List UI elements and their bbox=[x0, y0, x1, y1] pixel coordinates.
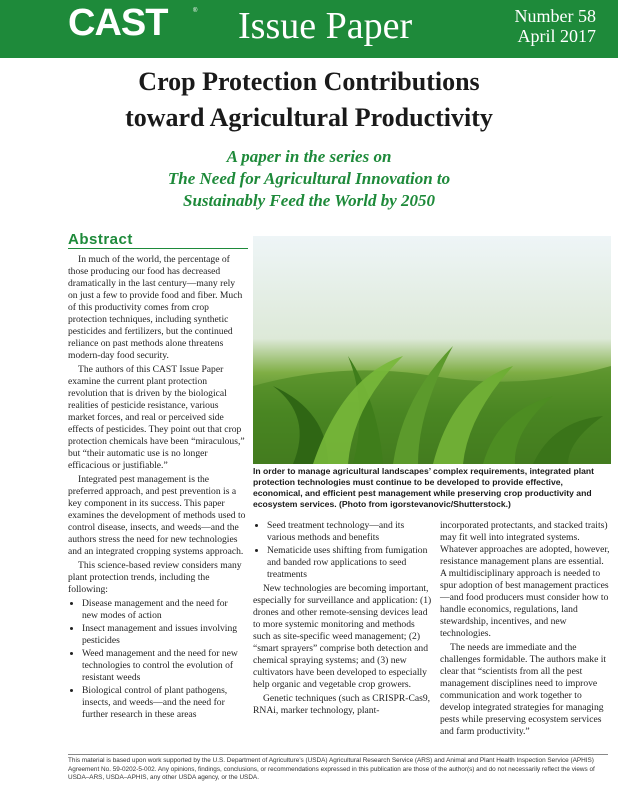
corn-field-photo bbox=[253, 236, 611, 464]
footnote-divider bbox=[68, 754, 608, 755]
body-paragraph: The needs are immediate and the challenges formidable. The authors make it clear that “scientists from all the pest management disciplines need to improve communication and work together to develop integrated strategies for managing pests while preserving ecosystem services and farm productivity.” bbox=[440, 642, 607, 737]
header-bar bbox=[0, 0, 618, 58]
issue-number: Number 58 bbox=[514, 6, 596, 26]
abstract-paragraph: Integrated pest management is the preferred approach, and pest prevention is a key component in its success. This paper examines the development of methods used to control disease, insects, and weeds—and the authors stress the need for new technologies and an integrated cropping systems approach. bbox=[68, 474, 246, 557]
list-item: • Disease management and the need for new modes of action bbox=[82, 598, 246, 622]
page-title bbox=[0, 64, 618, 136]
abstract-paragraph: In much of the world, the percentage of those producing our food has decreased dramatically in the last century—many rely on just a few to provide food and fiber. Much of this productivity comes from crop protection techniques, including synthetic pesticides and fertilizers, but the continued reliance on past methods alone threatens modern-day food security. bbox=[68, 254, 243, 361]
list-item: • Nematicide uses shifting from fumigation and banded row applications to seed treatments bbox=[267, 545, 433, 581]
title-line-2: toward Agricultural Productivity bbox=[125, 103, 493, 132]
list-item: • Biological control of plant pathogens, insects, and weeds—and the need for further research in these areas bbox=[82, 685, 246, 721]
abstract-paragraph: This science-based review considers many plant protection trends, including the following: bbox=[68, 560, 242, 595]
body-paragraph: Genetic techniques (such as CRISPR-Cas9, RNAi, marker technology, plant- bbox=[253, 693, 431, 716]
body-paragraph: incorporated protectants, and stacked traits) may fit well into integrated systems. Whatever approaches are adopted, however, resistance management plans are essential. A multidisciplinary approach is needed to spur adoption of best management practices—and food producers must consider how to handle economics, regulations, land stewardship, incentives, and new technologies. bbox=[440, 520, 610, 639]
list-item: • Insect management and issues involving pesticides bbox=[82, 623, 246, 647]
photo-caption: In order to manage agricultural landscapes’ complex requirements, integrated plant protection technologies must continue to be developed to provide effective, economical, and efficient pest management while preserving crop productivity and ecosystem services. (Photo from igorstevanovic/Shutterstock.) bbox=[253, 466, 594, 509]
page-subtitle bbox=[0, 146, 618, 212]
funding-footnote: This material is based upon work supported by the U.S. Department of Agriculture’s (USDA) Agricultural Research Service (ARS) and Animal and Plant Health Inspection Service (APHIS) Agreement No. 59-0202-5-002. Any opinions, findings, conclusions, or recommendations expressed in this publication are those of the author(s) and do not necessarily reflect the views of USDA–ARS, USDA–APHIS, any other USDA agency, or the USDA. bbox=[68, 757, 595, 781]
abstract-divider bbox=[68, 248, 248, 249]
abstract-column bbox=[68, 254, 246, 723]
list-item: • Seed treatment technology—and its various methods and benefits bbox=[267, 520, 433, 544]
issue-info bbox=[515, 6, 596, 46]
subtitle-line-2: The Need for Agricultural Innovation to bbox=[167, 169, 451, 188]
trend-list bbox=[68, 598, 246, 721]
body-paragraph: New technologies are becoming important, especially for surveillance and application: (1) drones and other remote-sensing devices lead to more systemic monitoring and methods such as site-specific weed management; (2) “smart sprayers” comprise both detection and chemical spraying systems; and (3) new cultivators have been developed to especially help organic and vegetable crop growers. bbox=[253, 583, 432, 690]
subtitle-line-1: A paper in the series on bbox=[226, 147, 392, 166]
abstract-paragraph: The authors of this CAST Issue Paper examine the current plant protection revolution that is driven by the biological realities of pesticide resistance, various market forces, and real or perceived side effects of pesticides. They point out that crop protection chemicals have been “miraculous,” but “their automatic use is no longer efficacious or justifiable.” bbox=[68, 364, 245, 471]
series-name: Issue Paper bbox=[238, 5, 413, 47]
middle-column bbox=[253, 520, 433, 719]
cast-logo: CAST bbox=[68, 2, 168, 44]
registered-mark: ® bbox=[193, 8, 198, 14]
issue-date: April 2017 bbox=[517, 26, 596, 46]
trend-list-continued bbox=[253, 520, 433, 581]
title-line-1: Crop Protection Contributions bbox=[138, 67, 480, 96]
subtitle-line-3: Sustainably Feed the World by 2050 bbox=[182, 191, 436, 210]
right-column bbox=[440, 520, 610, 740]
corn-leaves-illustration bbox=[253, 236, 611, 464]
list-item: • Weed management and the need for new technologies to control the evolution of resistant weeds bbox=[82, 648, 246, 684]
abstract-heading: Abstract bbox=[68, 231, 133, 248]
